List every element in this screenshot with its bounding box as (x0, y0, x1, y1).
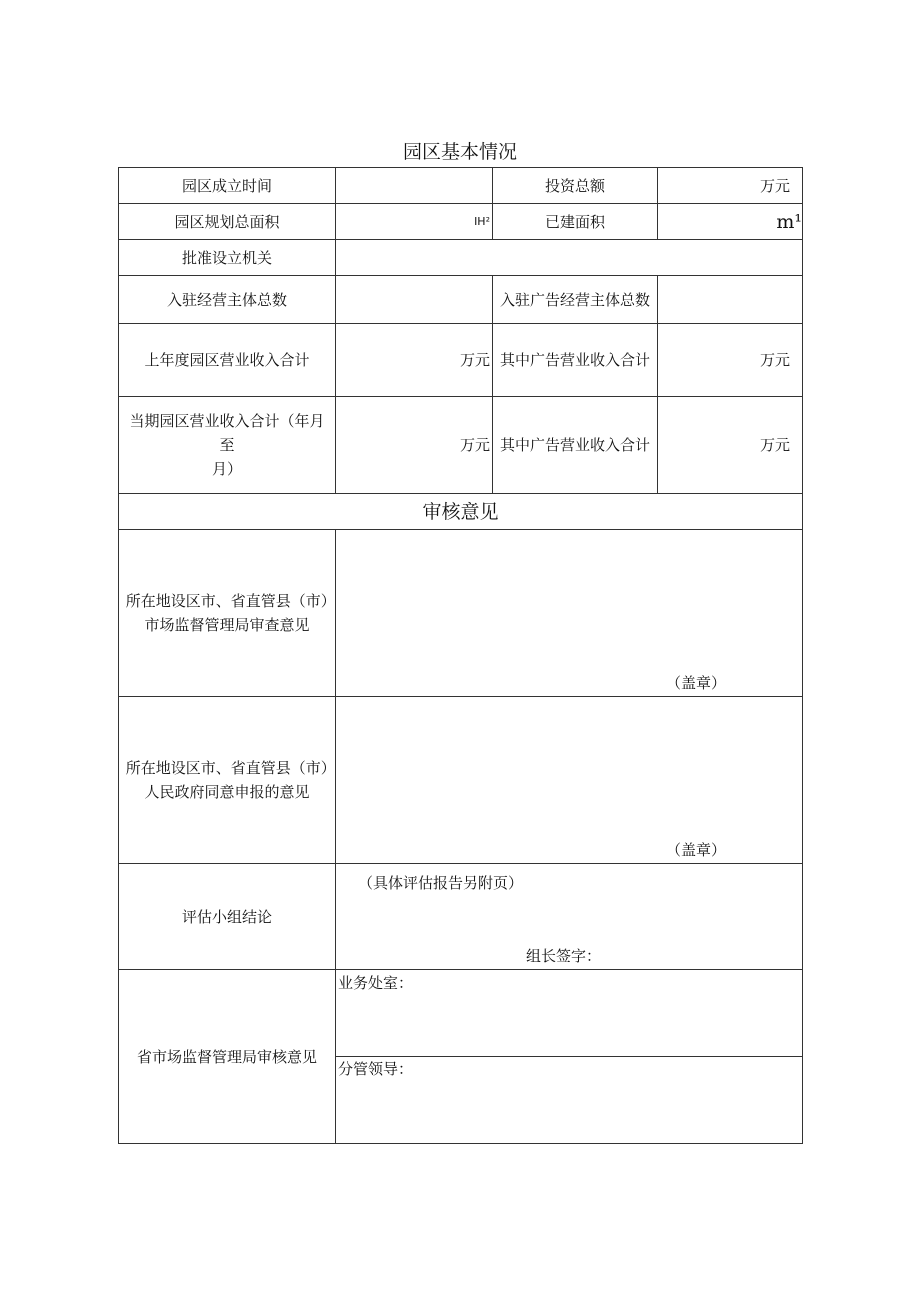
city-gov-opinion[interactable] (336, 697, 803, 864)
current-label (119, 397, 336, 494)
established-value[interactable] (336, 168, 493, 204)
row-established (119, 168, 803, 204)
last-year-ad-value[interactable]: 万元 (658, 324, 803, 397)
approval-label: 批准设立机关 (119, 240, 336, 276)
city-market-stamp: （盖章） (665, 674, 726, 692)
row-panel (119, 864, 803, 970)
established-label: 园区成立时间 (119, 168, 336, 204)
province-dept-label: 业务处室： (338, 974, 414, 992)
row-last-year (119, 324, 803, 397)
row-approval (119, 240, 803, 276)
row-current (119, 397, 803, 494)
row-city-market (119, 530, 803, 697)
ad-entities-label: 入驻广告经营主体总数 (493, 276, 658, 324)
last-year-ad-label: 其中广告营业收入合计 (493, 324, 658, 397)
approval-value[interactable] (336, 240, 803, 276)
panel-note: （具体评估报告另附页） (358, 874, 524, 892)
planned-area-label: 园区规划总面积 (119, 204, 336, 240)
city-market-opinion[interactable] (336, 530, 803, 697)
built-area-label: 已建面积 (493, 204, 658, 240)
review-section-title: 审核意见 (119, 494, 803, 530)
current-label-line2: 月） (211, 460, 242, 478)
city-market-label: 所在地设区市、省直管县（市）市场监督管理局审查意见 (119, 530, 336, 697)
city-gov-label: 所在地设区市、省直管县（市）人民政府同意申报的意见 (119, 697, 336, 864)
row-review-heading (119, 494, 803, 530)
current-ad-value[interactable]: 万元 (658, 397, 803, 494)
ad-entities-value[interactable] (658, 276, 803, 324)
last-year-value[interactable]: 万元 (336, 324, 493, 397)
page-title: 园区基本情况 (402, 141, 517, 163)
planned-area-value[interactable]: IH² (336, 204, 493, 240)
panel-label: 评估小组结论 (119, 864, 336, 970)
province-divider (336, 1056, 802, 1057)
last-year-label: 上年度园区营业收入合计 (119, 324, 336, 397)
province-leader-label: 分管领导： (338, 1060, 414, 1078)
current-value[interactable]: 万元 (336, 397, 493, 494)
row-entities (119, 276, 803, 324)
entities-label: 入驻经营主体总数 (119, 276, 336, 324)
panel-conclusion[interactable] (336, 864, 803, 970)
park-info-table (118, 167, 803, 1144)
province-opinion[interactable] (336, 970, 803, 1144)
row-province (119, 970, 803, 1144)
entities-value[interactable] (336, 276, 493, 324)
built-area-value[interactable]: m¹ (658, 204, 803, 240)
row-area (119, 204, 803, 240)
panel-sign: 组长签字： (526, 947, 602, 965)
investment-value[interactable]: 万元 (658, 168, 803, 204)
current-ad-label: 其中广告营业收入合计 (493, 397, 658, 494)
investment-label: 投资总额 (493, 168, 658, 204)
row-city-gov (119, 697, 803, 864)
current-label-line1: 当期园区营业收入合计（年月至 (129, 412, 325, 454)
province-label: 省市场监督管理局审核意见 (119, 970, 336, 1144)
city-gov-stamp: （盖章） (665, 841, 726, 859)
